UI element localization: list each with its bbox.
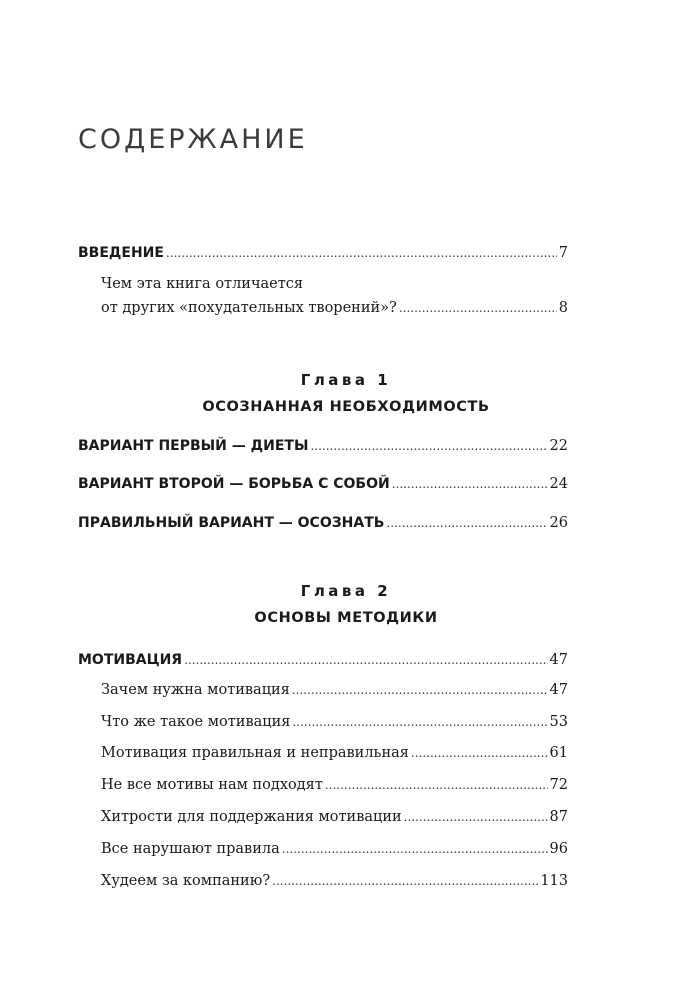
dot-leader xyxy=(292,712,547,732)
toc-page-number: 24 xyxy=(549,476,568,492)
dot-leader xyxy=(292,680,548,700)
dot-leader xyxy=(392,474,548,494)
dot-leader xyxy=(386,513,547,533)
toc-page-number: 7 xyxy=(558,245,568,261)
dot-leader xyxy=(325,775,548,795)
toc-subentry[interactable] xyxy=(101,839,568,859)
toc-page-number: 8 xyxy=(558,300,568,316)
chapter-2-title: ОСНОВЫ МЕТОДИКИ xyxy=(254,610,438,626)
toc-page-number: 96 xyxy=(549,841,568,857)
toc-page-number: 47 xyxy=(549,682,568,698)
dot-leader xyxy=(282,839,548,859)
dot-leader xyxy=(404,807,548,827)
toc-entry-title: Не все мотивы нам подходят xyxy=(101,777,323,793)
toc-page-number: 61 xyxy=(549,745,568,761)
toc-page-number: 72 xyxy=(549,777,568,793)
toc-page-number: 22 xyxy=(549,438,568,454)
toc-subentry-intro[interactable] xyxy=(101,298,568,318)
dot-leader xyxy=(310,436,547,456)
toc-entry[interactable] xyxy=(78,436,568,456)
toc-entry-title: Худеем за компанию? xyxy=(101,873,271,889)
toc-subentry[interactable] xyxy=(101,680,568,700)
toc-page-number: 113 xyxy=(540,873,568,889)
toc-entry-title: от других «похудательных творений»? xyxy=(101,300,397,316)
toc-page-number: 47 xyxy=(549,652,568,668)
toc-entry-title: Зачем нужна мотивация xyxy=(101,682,290,698)
chapter-2-label: Глава 2 xyxy=(300,582,392,600)
page-title: СОДЕРЖАНИЕ xyxy=(78,124,308,155)
dot-leader xyxy=(399,298,557,318)
chapter-1-title: ОСОЗНАННАЯ НЕОБХОДИМОСТЬ xyxy=(202,399,490,415)
toc-subentry[interactable] xyxy=(101,807,568,827)
chapter-1-label: Глава 1 xyxy=(300,371,392,389)
toc-subentry-intro-line1: Чем эта книга отличается xyxy=(101,276,304,292)
toc-subentry[interactable] xyxy=(101,712,568,732)
dot-leader xyxy=(272,871,538,891)
toc-entry-title: ВВЕДЕНИЕ xyxy=(78,245,164,261)
toc-page-number: 26 xyxy=(549,515,568,531)
toc-page-number: 87 xyxy=(549,809,568,825)
dot-leader xyxy=(166,243,557,263)
toc-entry-title: Все нарушают правила xyxy=(101,841,280,857)
toc-entry-motivation[interactable] xyxy=(78,650,568,670)
toc-entry-intro[interactable] xyxy=(78,243,568,263)
toc-subentry[interactable] xyxy=(101,871,568,891)
toc-entry-title: МОТИВАЦИЯ xyxy=(78,652,183,668)
toc-entry-title: Мотивация правильная и неправильная xyxy=(101,745,409,761)
toc-subentry[interactable] xyxy=(101,743,568,763)
toc-entry-title: Хитрости для поддержания мотивации xyxy=(101,809,402,825)
toc-entry-title: ВАРИАНТ ВТОРОЙ — БОРЬБА С СОБОЙ xyxy=(78,476,390,492)
toc-entry[interactable] xyxy=(78,513,568,533)
toc-entry[interactable] xyxy=(78,474,568,494)
toc-entry-title: ПРАВИЛЬНЫЙ ВАРИАНТ — ОСОЗНАТЬ xyxy=(78,515,385,531)
toc-entry-title: ВАРИАНТ ПЕРВЫЙ — ДИЕТЫ xyxy=(78,438,309,454)
dot-leader xyxy=(411,743,548,763)
toc-subentry[interactable] xyxy=(101,775,568,795)
toc-page-number: 53 xyxy=(549,714,568,730)
toc-entry-title: Что же такое мотивация xyxy=(101,714,291,730)
dot-leader xyxy=(184,650,547,670)
